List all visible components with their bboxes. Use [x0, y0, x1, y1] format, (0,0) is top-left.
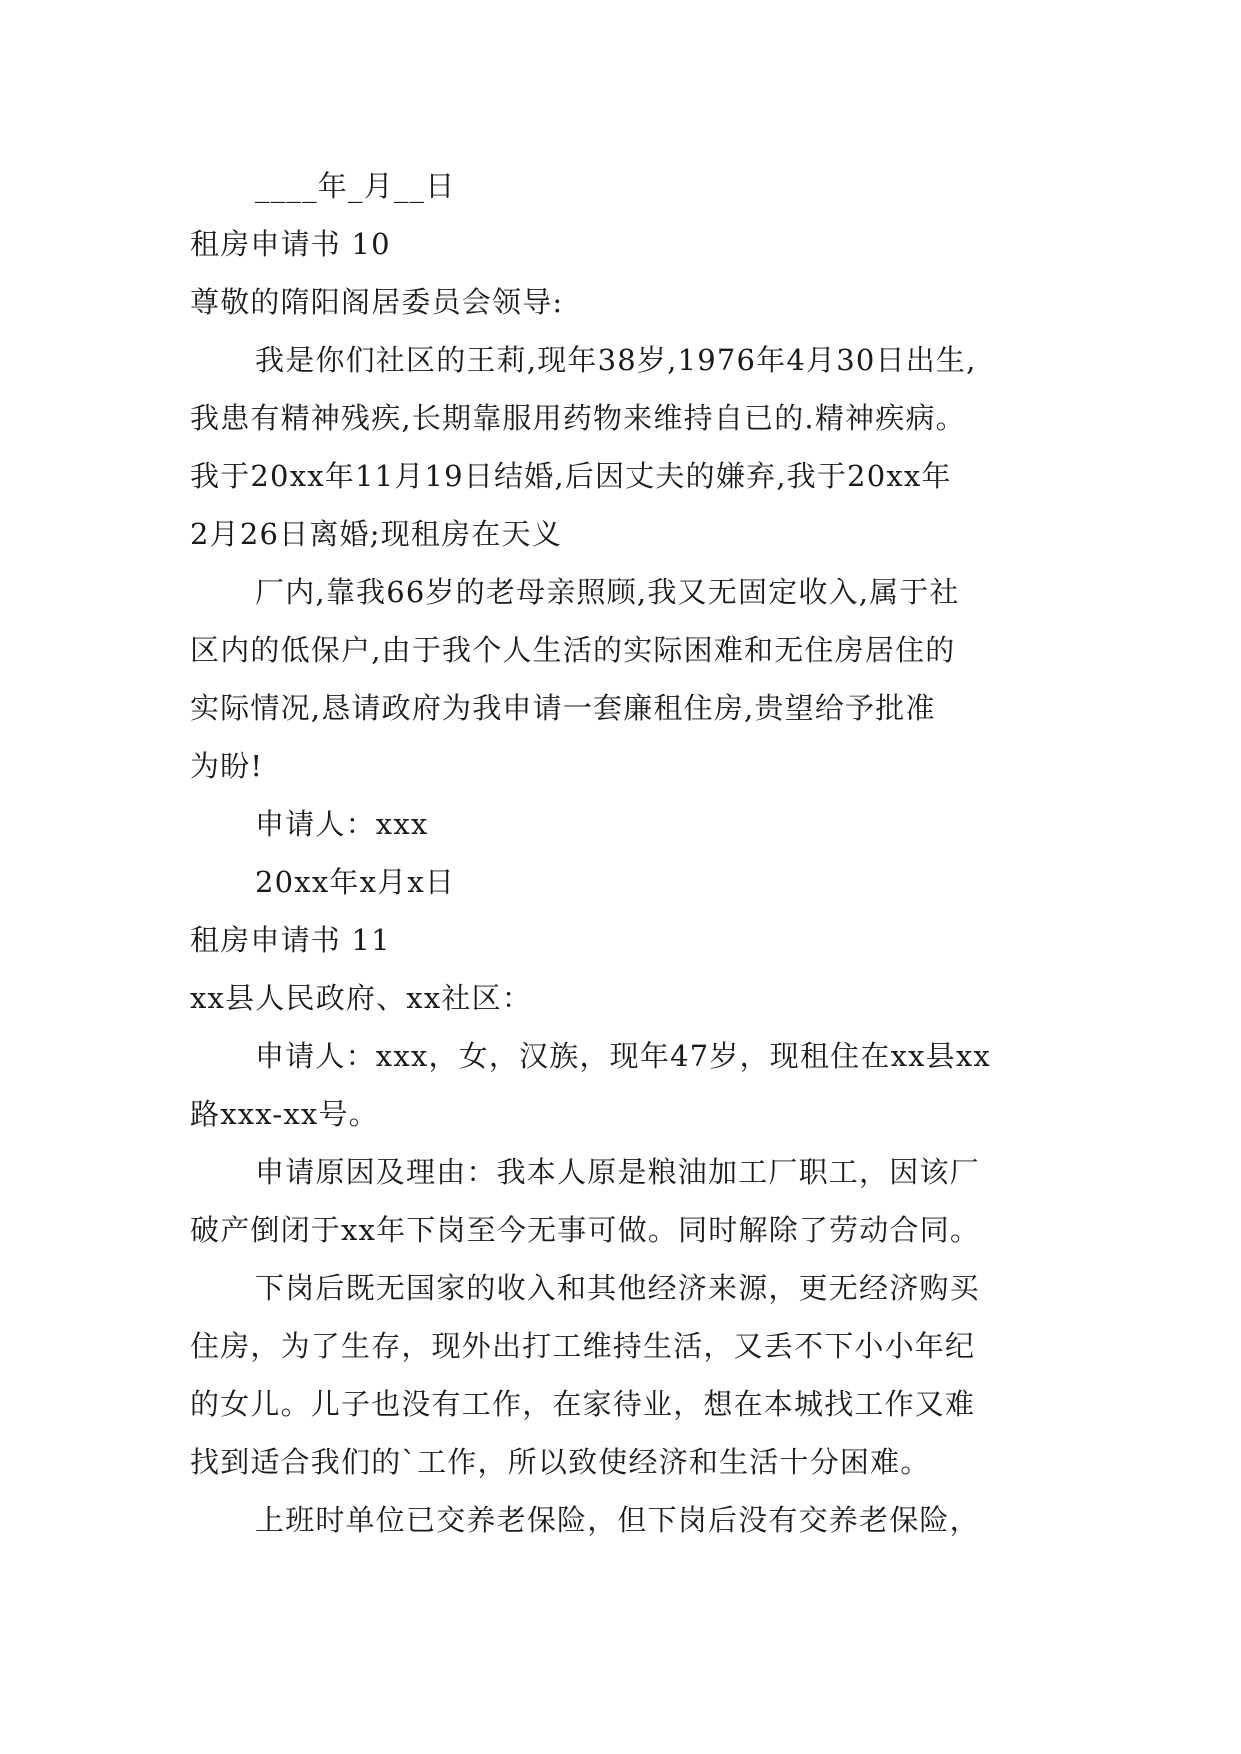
- paragraph-line: 为盼!: [190, 749, 264, 783]
- paragraph-line: 申请原因及理由：我本人原是粮油加工厂职工，因该厂: [255, 1155, 980, 1189]
- signature-date: 20xx年x月x日: [255, 865, 456, 899]
- paragraph-line: 破产倒闭于xx年下岗至今无事可做。同时解除了劳动合同。: [190, 1213, 981, 1247]
- paragraph-line: 上班时单位已交养老保险，但下岗后没有交养老保险，: [255, 1503, 980, 1537]
- paragraph-line: 2月26日离婚;现租房在天义: [190, 517, 562, 551]
- salutation: xx县人民政府、xx社区：: [190, 981, 533, 1015]
- section-title-11: 租房申请书 11: [190, 923, 391, 957]
- date-line: ____年_月__日: [255, 169, 456, 203]
- paragraph-line: 我患有精神残疾,长期靠服用药物来维持自已的.精神疾病。: [190, 401, 966, 435]
- paragraph-line: 我是你们社区的王莉,现年38岁,1976年4月30日出生,: [255, 343, 977, 377]
- applicant-signature: 申请人：xxx: [255, 807, 429, 841]
- paragraph-line: 区内的低保户,由于我个人生活的实际困难和无住房居住的: [190, 633, 956, 667]
- salutation: 尊敬的隋阳阁居委员会领导:: [190, 285, 564, 319]
- section-title-10: 租房申请书 10: [190, 227, 391, 261]
- paragraph-line: 找到适合我们的`工作，所以致使经济和生活十分困难。: [190, 1445, 931, 1479]
- paragraph-line: 住房，为了生存，现外出打工维持生活，又丢不下小小年纪: [190, 1329, 976, 1363]
- paragraph-line: 我于20xx年11月19日结婚,后因丈夫的嫌弃,我于20xx年: [190, 459, 952, 493]
- paragraph-line: 下岗后既无国家的收入和其他经济来源，更无经济购买: [255, 1271, 980, 1305]
- paragraph-line: 厂内,靠我66岁的老母亲照顾,我又无固定收入,属于社: [255, 575, 960, 609]
- paragraph-line: 的女儿。儿子也没有工作，在家待业，想在本城找工作又难: [190, 1387, 976, 1421]
- paragraph-line: 申请人：xxx，女，汉族，现年47岁，现租住在xx县xx: [255, 1039, 991, 1073]
- paragraph-line: 路xxx-xx号。: [190, 1097, 379, 1131]
- paragraph-line: 实际情况,恳请政府为我申请一套廉租住房,贵望给予批准: [190, 691, 936, 725]
